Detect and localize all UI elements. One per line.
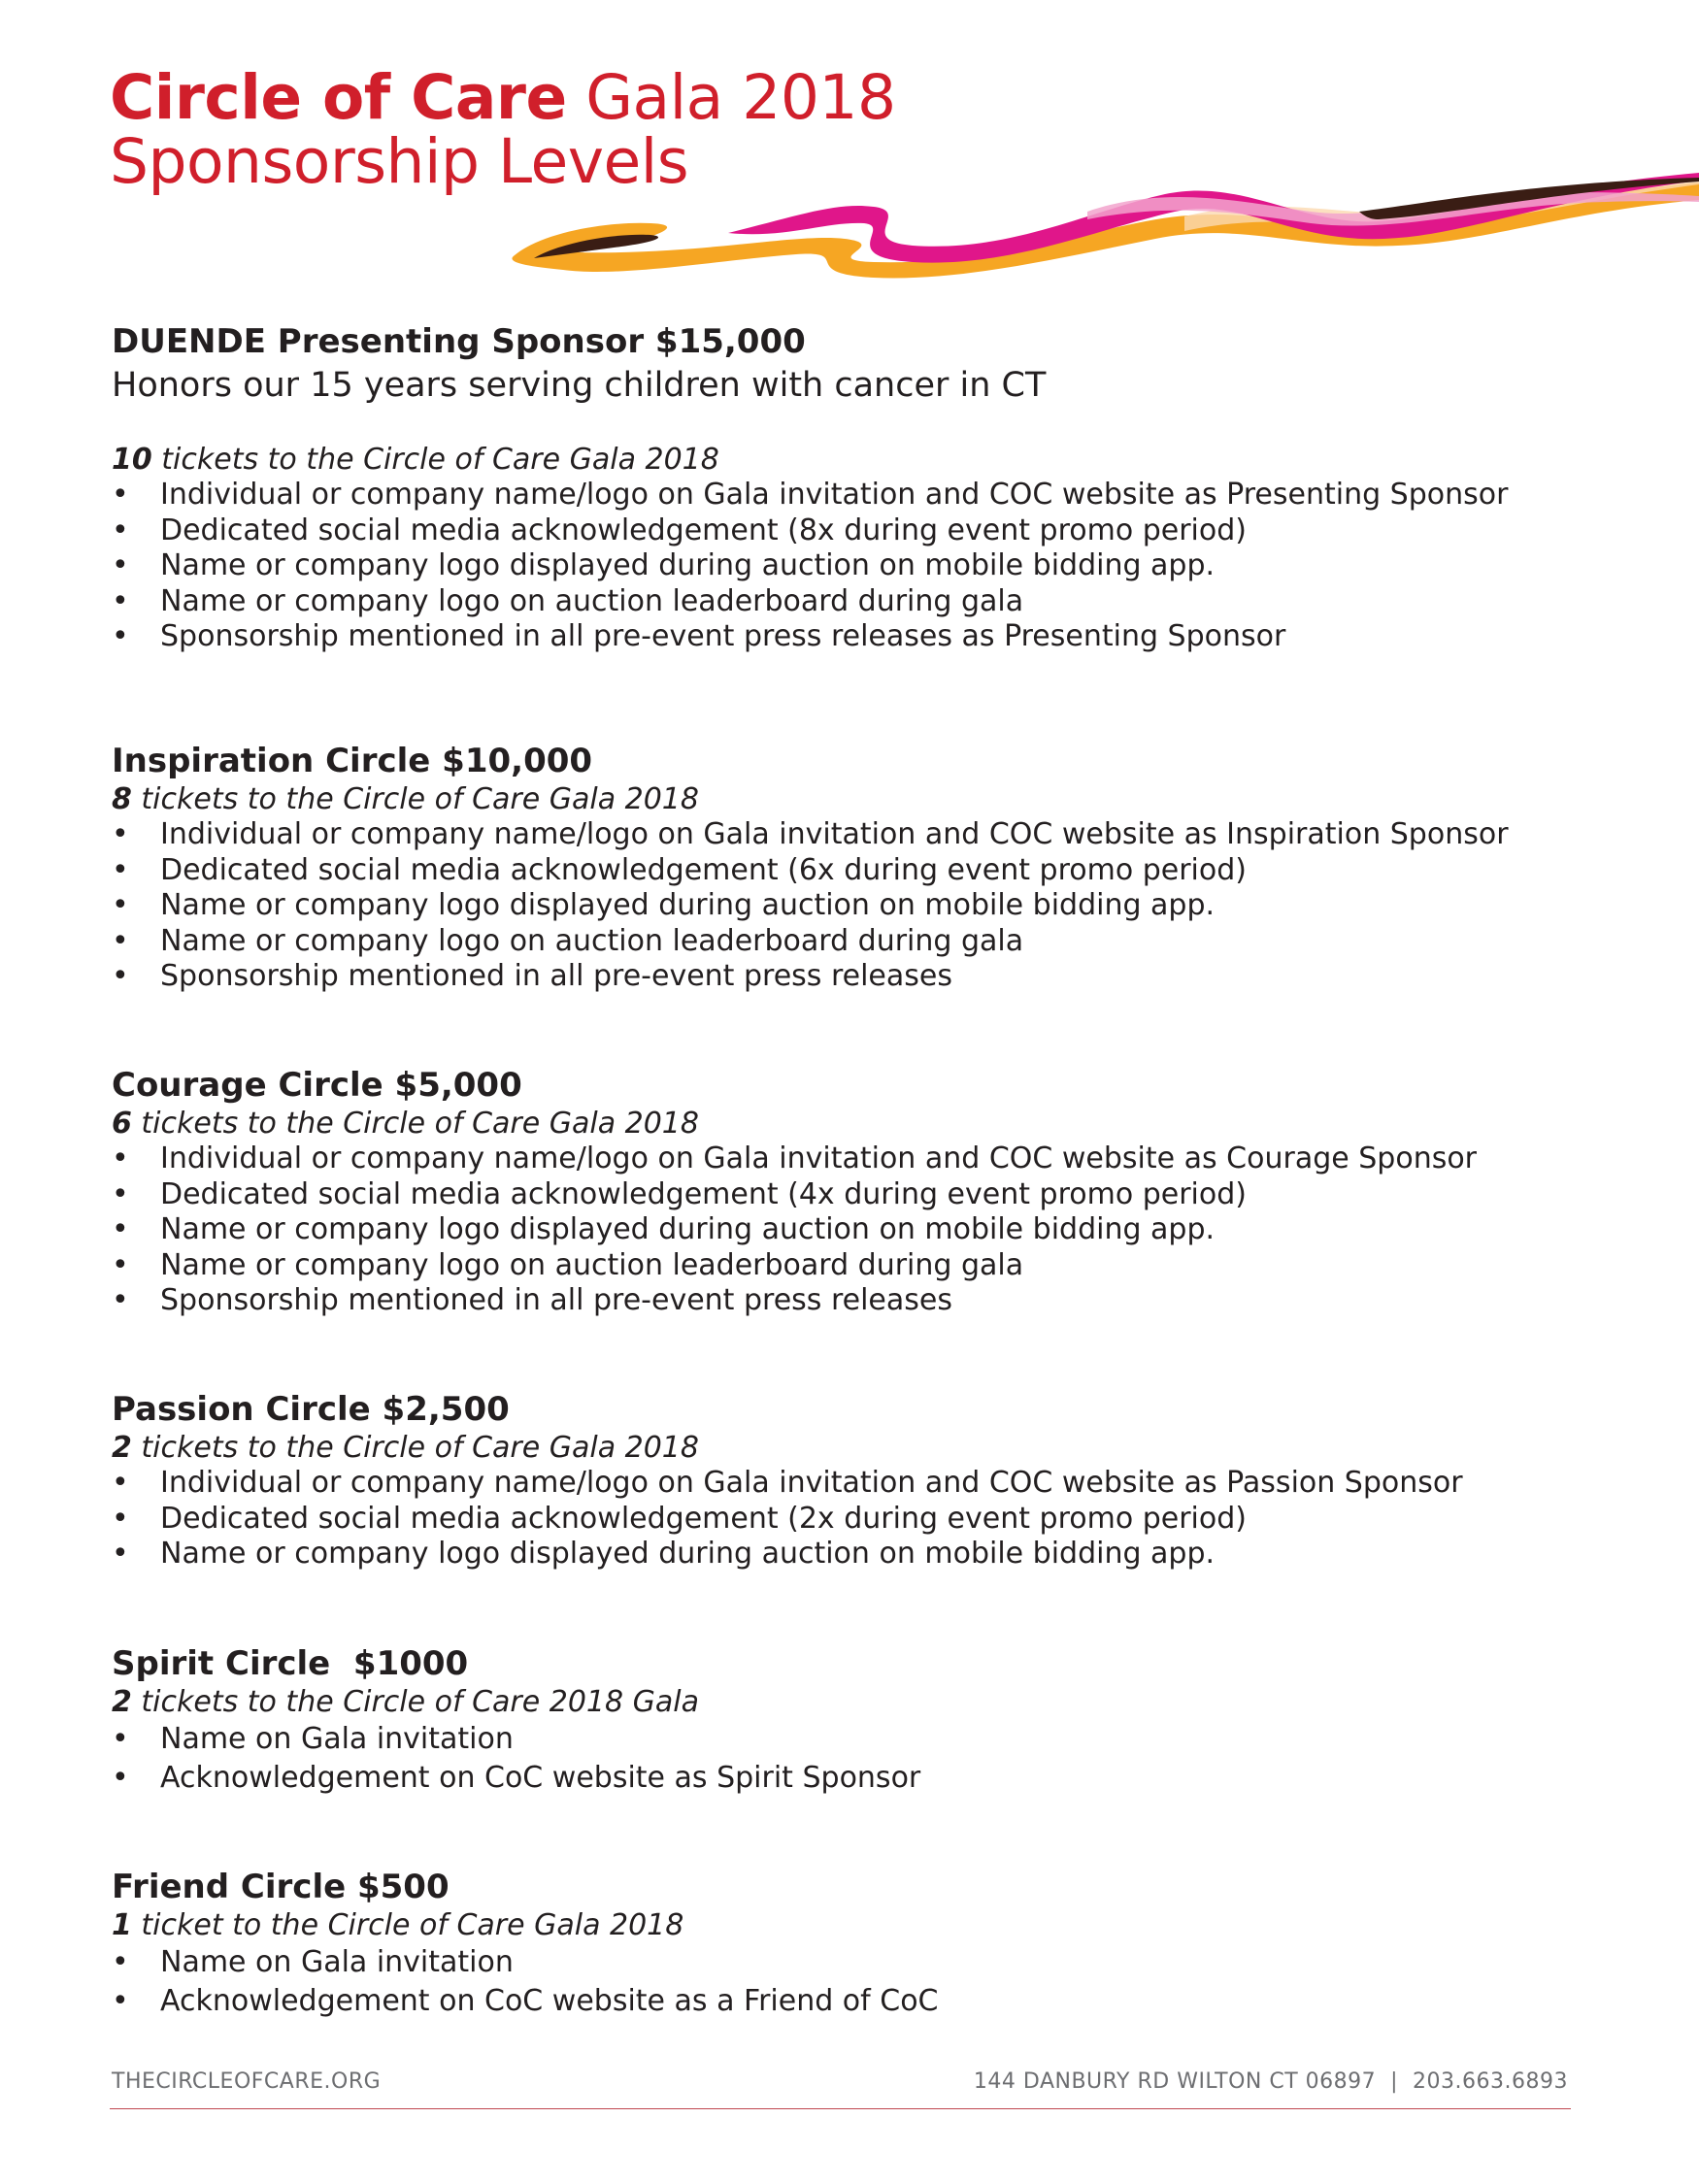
- benefit-item: • Name or company logo displayed during auction on mobile bidding app.: [112, 548, 1216, 582]
- benefit-item: • Name or company logo displayed during auction on mobile bidding app.: [112, 888, 1216, 922]
- level-heading: Courage Circle $5,000: [112, 1066, 522, 1105]
- level-heading: Friend Circle $500: [112, 1868, 450, 1906]
- benefit-item: • Individual or company name/logo on Gala invitation and COC website as Passion Sponsor: [112, 1466, 1463, 1500]
- benefit-item: • Name on Gala invitation: [112, 1720, 1607, 1759]
- level-tickets: [112, 1908, 1607, 1943]
- bullet-icon: •: [112, 1142, 129, 1175]
- level-subtitle: Honors our 15 years serving children with cancer in CT: [112, 366, 1047, 405]
- bullet-icon: •: [112, 1176, 129, 1211]
- benefit-item: • Individual or company name/logo on Gala invitation and COC website as Inspiration Sponsor: [112, 817, 1509, 851]
- bullet-icon: •: [112, 1984, 129, 2018]
- benefit-item: • Acknowledgement on CoC website as Spirit Sponsor: [112, 1759, 1607, 1798]
- bullet-icon: •: [112, 959, 129, 993]
- tickets-text: tickets to the Circle of Care 2018 Gala: [141, 1685, 699, 1719]
- tickets-count: 6: [112, 1107, 132, 1141]
- level-heading: Passion Circle $2,500: [112, 1390, 510, 1429]
- footer-website-link[interactable]: THECIRCLEOFCARE.ORG: [112, 2069, 382, 2094]
- decorative-wave-graphic: [505, 173, 1699, 289]
- benefit-item: • Dedicated social media acknowledgement (6x during event promo period): [112, 852, 1247, 887]
- benefit-item: • Individual or company name/logo on Gala invitation and COC website as Presenting Sponsor: [112, 478, 1509, 512]
- bullet-icon: •: [112, 1761, 129, 1795]
- benefit-item: • Name or company logo on auction leaderboard during gala: [112, 1247, 1024, 1282]
- bullet-icon: •: [112, 1537, 129, 1571]
- sponsor-level-courage: [112, 1064, 1607, 1319]
- sponsor-level-duende: [112, 320, 1607, 655]
- title-line2: Sponsorship Levels: [110, 126, 689, 197]
- bullet-icon: •: [112, 1501, 129, 1536]
- benefit-item: • Sponsorship mentioned in all pre-event press releases as Presenting Sponsor: [112, 619, 1286, 653]
- benefit-list: [112, 478, 1607, 655]
- benefit-item: • Name or company logo displayed during auction on mobile bidding app.: [112, 1212, 1216, 1246]
- footer-contact: 144 DANBURY RD WILTON CT 06897 | 203.663.6893: [973, 2069, 1568, 2094]
- benefit-item: • Acknowledgement on CoC website as a Friend of CoC: [112, 1982, 1607, 2021]
- bullet-icon: •: [112, 548, 129, 582]
- benefit-item: • Dedicated social media acknowledgement (4x during event promo period): [112, 1176, 1247, 1211]
- benefit-item: • Sponsorship mentioned in all pre-event press releases: [112, 959, 952, 993]
- sponsor-level-friend: [112, 1866, 1607, 2021]
- bullet-icon: •: [112, 1247, 129, 1282]
- tickets-count: 10: [112, 443, 152, 477]
- bullet-icon: •: [112, 1212, 129, 1246]
- tickets-count: 1: [112, 1908, 132, 1942]
- sponsor-level-passion: [112, 1388, 1607, 1572]
- bullet-icon: •: [112, 923, 129, 958]
- benefit-item: • Dedicated social media acknowledgement (2x during event promo period): [112, 1501, 1247, 1536]
- level-heading: DUENDE Presenting Sponsor $15,000: [112, 322, 806, 361]
- benefit-item: • Name on Gala invitation: [112, 1943, 1607, 1982]
- bullet-icon: •: [112, 619, 129, 653]
- bullet-icon: •: [112, 478, 129, 512]
- tickets-count: 2: [112, 1431, 132, 1465]
- sponsor-level-spirit: [112, 1642, 1607, 1798]
- tickets-count: 8: [112, 782, 132, 816]
- benefit-item: • Name or company logo on auction leaderboard during gala: [112, 583, 1024, 618]
- benefit-list: [112, 1466, 1607, 1572]
- level-heading: Spirit Circle $1000: [112, 1644, 469, 1683]
- footer-divider: [110, 2108, 1571, 2109]
- bullet-icon: •: [112, 817, 129, 851]
- title-brand: Circle of Care: [110, 62, 567, 133]
- bullet-icon: •: [112, 1283, 129, 1317]
- tickets-text: tickets to the Circle of Care Gala 2018: [141, 1107, 699, 1141]
- benefit-item: • Name or company logo displayed during auction on mobile bidding app.: [112, 1537, 1216, 1571]
- level-tickets: [112, 1107, 1607, 1142]
- level-tickets: [112, 1685, 1607, 1720]
- tickets-text: tickets to the Circle of Care Gala 2018: [141, 1431, 699, 1465]
- tickets-count: 2: [112, 1685, 132, 1719]
- level-tickets: [112, 1431, 1607, 1466]
- bullet-icon: •: [112, 1466, 129, 1500]
- sponsor-level-inspiration: [112, 740, 1607, 995]
- bullet-icon: •: [112, 1945, 129, 1979]
- tickets-text: ticket to the Circle of Care Gala 2018: [141, 1908, 684, 1942]
- benefit-list: [112, 1720, 1607, 1798]
- bullet-icon: •: [112, 513, 129, 547]
- bullet-icon: •: [112, 888, 129, 922]
- tickets-text: tickets to the Circle of Care Gala 2018: [161, 443, 719, 477]
- tickets-text: tickets to the Circle of Care Gala 2018: [141, 782, 699, 816]
- benefit-item: • Name or company logo on auction leaderboard during gala: [112, 923, 1024, 958]
- level-tickets: [112, 443, 1607, 478]
- bullet-icon: •: [112, 583, 129, 618]
- bullet-icon: •: [112, 1722, 129, 1756]
- benefit-item: • Individual or company name/logo on Gala invitation and COC website as Courage Sponsor: [112, 1142, 1478, 1175]
- title-rest: Gala 2018: [585, 62, 896, 133]
- benefit-list: [112, 817, 1607, 995]
- benefit-list: [112, 1943, 1607, 2021]
- benefit-item: • Dedicated social media acknowledgement (8x during event promo period): [112, 513, 1247, 547]
- bullet-icon: •: [112, 852, 129, 887]
- level-tickets: [112, 782, 1607, 817]
- level-heading: Inspiration Circle $10,000: [112, 742, 593, 780]
- benefit-list: [112, 1142, 1607, 1319]
- benefit-item: • Sponsorship mentioned in all pre-event press releases: [112, 1283, 952, 1317]
